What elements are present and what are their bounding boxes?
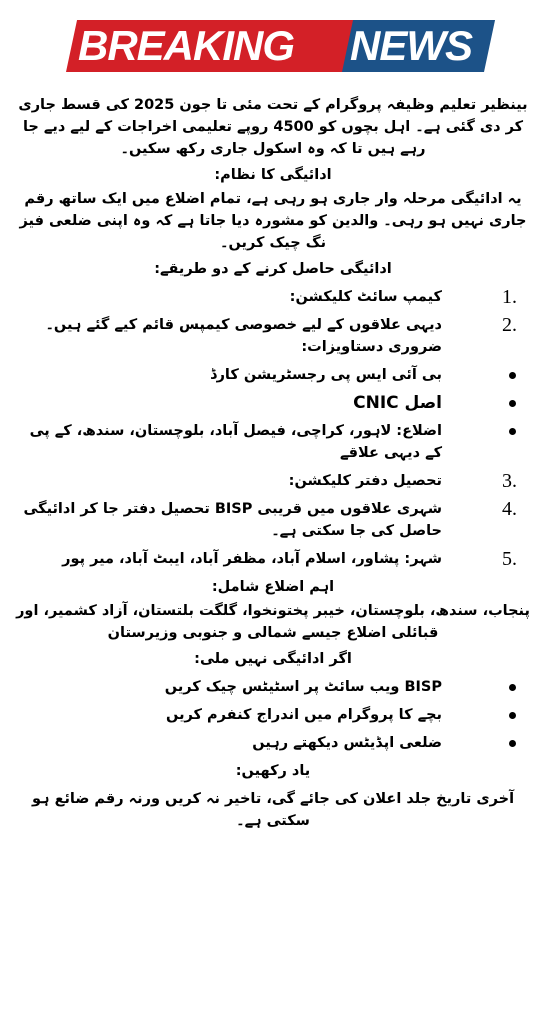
list-item [8,470,538,492]
not-received-list [8,676,538,754]
bullet-icon [509,400,516,407]
list-item-text: اصل CNIC [353,393,442,413]
list-item [8,732,538,754]
article-body [8,94,538,832]
list-item [8,676,538,698]
list-item-text: کیمپ سائٹ کلیکشن: [289,289,442,305]
list-item-text: تحصیل دفتر کلیکشن: [288,473,442,489]
list-item [8,286,538,308]
remember-heading: یاد رکھیں: [235,763,311,779]
banner-word-news: NEWS [350,22,472,69]
bullet-icon [509,372,516,379]
list-item [8,314,538,358]
breaking-news-banner [66,20,490,72]
list-number: 5. [502,548,517,570]
list-item-text: بی آئی ایس پی رجسٹریشن کارڈ [210,367,442,383]
bullet-icon [509,740,516,747]
list-number: 2. [502,314,517,336]
remember-text: آخری تاریخ جلد اعلان کی جائے گی، تاخیر نہ کریں ورنہ رقم ضائع ہو سکتی ہے۔ [31,791,515,829]
list-item-text: شہر: پشاور، اسلام آباد، مظفر آباد، ایبٹ آباد، میر پور [62,551,442,567]
payment-system-heading: ادائیگی کا نظام: [214,167,332,183]
list-item [8,704,538,726]
list-item [8,498,538,542]
bullet-icon [509,712,516,719]
list-number: 4. [502,498,517,520]
list-item-text: دیہی علاقوں کے لیے خصوصی کیمپس قائم کیے گئے ہیں۔ ضروری دستاویزات: [45,317,442,355]
list-number: 1. [502,286,517,308]
list-item-text: بچے کا پروگرام میں اندراج کنفرم کریں [166,707,442,723]
districts-text: پنجاب، سندھ، بلوچستان، خیبر پختونخوا، گلگت بلتستان، آزاد کشمیر، اور قبائلی اضلاع جیسے شمالی و جنوبی وزیرستان [16,603,530,641]
list-item-text: شہری علاقوں میں قریبی BISP تحصیل دفتر جا کر ادائیگی حاصل کی جا سکتی ہے۔ [23,501,442,539]
bullet-icon [509,684,516,691]
list-item-text: BISP ویب سائٹ پر اسٹیٹس چیک کریں [164,679,442,695]
list-item-text: اضلاع: لاہور، کراچی، فیصل آباد، بلوچستان، سندھ، کے پی کے دیہی علاقے [29,423,442,461]
list-item [8,392,538,414]
methods-list [8,286,538,570]
bullet-icon [509,428,516,435]
list-item [8,548,538,570]
banner-word-breaking: BREAKING [78,22,295,69]
payment-system-text: یہ ادائیگی مرحلہ وار جاری ہو رہی ہے، تمام اضلاع میں ایک ساتھ رقم جاری نہیں ہو رہی۔ والدین کو مشورہ دیا جاتا ہے کہ وہ اپنی ضلعی فیز نگ چیک کریں۔ [19,191,527,251]
intro-paragraph: بینظیر تعلیم وظیفہ پروگرام کے تحت مئی تا جون 2025 کی قسط جاری کر دی گئی ہے۔ اہل بچوں کو 4500 روپے تعلیمی اخراجات کے لیے دیے جا رہے ہیں تا کہ وہ اسکول جاری رکھ سکیں۔ [18,97,528,157]
list-item-text: ضلعی اپڈیٹس دیکھتے رہیں [252,735,442,751]
not-received-heading: اگر ادائیگی نہیں ملی: [194,651,352,667]
methods-heading: ادائیگی حاصل کرنے کے دو طریقے: [154,261,392,277]
districts-heading: اہم اضلاع شامل: [211,579,335,595]
list-item [8,364,538,386]
list-item [8,420,538,464]
list-number: 3. [502,470,517,492]
